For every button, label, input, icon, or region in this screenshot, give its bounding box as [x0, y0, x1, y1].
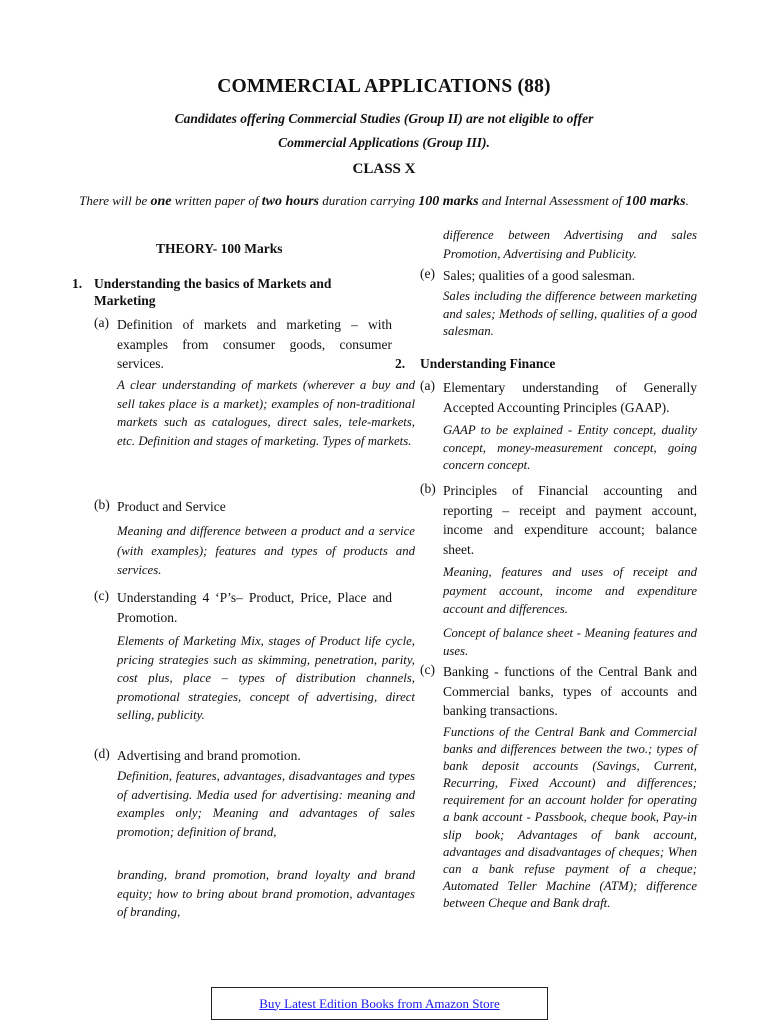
section-2-item-b-detail-2: Concept of balance sheet - Meaning features and uses.: [443, 626, 697, 658]
section-1-item-e-detail: Sales including the difference between marketing and sales; Methods of selling, qualities of a good salesman.: [443, 289, 697, 338]
section-1-item-b-detail: Meaning and difference between a product and a service (with examples); features and types of products and services.: [117, 524, 415, 577]
amazon-store-link[interactable]: Buy Latest Edition Books from Amazon Store: [259, 995, 500, 1011]
class-label: CLASS X: [352, 161, 416, 177]
footer-link-box: [211, 987, 548, 1020]
exam-intro: There will be one written paper of two hours duration carrying 100 marks and Internal Assessment of 100 marks.: [79, 193, 689, 209]
section-1-item-a-detail: A clear understanding of markets (wherever a buy and sell takes place is a market); examples of non-traditional markets such as catalogues, direct sales, tele-markets, etc. Definition and stages of marketing. Types of markets.: [117, 378, 415, 448]
eligibility-note-line1: Candidates offering Commercial Studies (Group II) are not eligible to offer: [174, 111, 594, 126]
section-1-item-d-detail-end: difference between Advertising and sales Promotion, Advertising and Publicity.: [443, 228, 697, 261]
section-2-item-b-detail: Meaning, features and uses of receipt and payment account, income and expenditure account and differences.: [443, 565, 697, 616]
section-1-item-d-detail: Definition, features, advantages, disadvantages and types of advertising. Media used for advertising: meaning and examples only; Meaning and advantages of sales promotion; definition of brand,: [117, 769, 415, 839]
theory-heading: THEORY- 100 Marks: [156, 241, 283, 256]
section-1-item-d-detail-cont: branding, brand promotion, brand loyalty and brand equity; how to bring about brand promotion, advantages of branding,: [117, 868, 415, 919]
eligibility-note-line2: Commercial Applications (Group III).: [278, 135, 490, 150]
section-1-item-c-detail: Elements of Marketing Mix, stages of Product life cycle, pricing strategies such as skimming, penetration, parity, cost plus, place – types of distribution channels, promotional strategies, concept of advertising, direct selling, publicity.: [117, 634, 415, 722]
section-2-item-a-detail: GAAP to be explained - Entity concept, duality concept, money-measurement concept, going concern concept.: [443, 423, 697, 472]
page-title: COMMERCIAL APPLICATIONS (88): [217, 76, 551, 97]
section-2-item-c-detail: Functions of the Central Bank and Commercial banks and differences between the two.; types of bank deposit accounts (Savings, Current, Recurring, Fixed Account) and differences; requirement for an account holder for operating a bank account - Passbook, cheque book, Pay-in slip book; Advantages of bank account, advantages and disadvantages of cheques; When can a bank refuse payment of a cheque; Automated Teller Machine (ATM); difference between Cheque and Bank draft.: [443, 725, 697, 910]
